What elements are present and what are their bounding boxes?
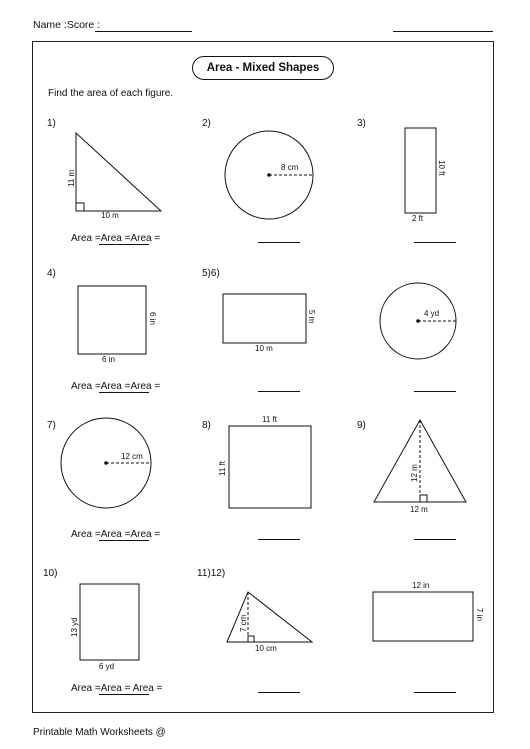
problem-number-3: 3) (357, 118, 366, 129)
problem-number-5-6: 5)6) (202, 268, 220, 279)
label-10-height: 13 yd (70, 617, 79, 637)
center-dot-6 (416, 319, 420, 323)
label-9-height: 12 m (410, 464, 419, 482)
answer-line-4[interactable] (99, 392, 149, 393)
square-figure-8 (229, 426, 311, 508)
rectangle-figure-5 (223, 294, 306, 343)
answer-line-9[interactable] (414, 539, 456, 540)
answer-line-8[interactable] (258, 539, 300, 540)
problem-number-8: 8) (202, 420, 211, 431)
label-7-radius: 12 cm (121, 452, 143, 461)
label-5-height: 5 m (307, 310, 316, 324)
label-1-height: 11 m (67, 169, 76, 187)
rectangle-figure-3 (405, 128, 436, 213)
problem-number-4: 4) (47, 268, 56, 279)
instructions: Find the area of each figure. (48, 88, 174, 99)
answer-line-5[interactable] (258, 391, 300, 392)
answer-line-3[interactable] (414, 242, 456, 243)
label-3-width: 2 ft (412, 214, 424, 223)
answer-line-2[interactable] (258, 242, 300, 243)
footer-text: Printable Math Worksheets @ (33, 727, 166, 738)
center-dot-2 (267, 173, 271, 177)
label-8-top: 11 ft (262, 415, 277, 424)
label-5-width: 10 m (255, 344, 273, 353)
problem-number-10: 10) (43, 568, 58, 579)
area-row-1: Area =Area =Area = (71, 233, 161, 244)
problem-number-9: 9) (357, 420, 366, 431)
label-12-top: 12 in (412, 581, 430, 590)
label-2-radius: 8 cm (281, 163, 299, 172)
label-9-base: 12 m (410, 505, 428, 514)
label-11-height: 7 cm (239, 614, 248, 632)
answer-line-12[interactable] (414, 692, 456, 693)
right-angle-marker-9 (420, 495, 427, 502)
answer-line-11[interactable] (258, 692, 300, 693)
right-angle-marker-1 (76, 203, 84, 211)
problem-number-1: 1) (47, 118, 56, 129)
area-row-4: Area =Area = Area = (71, 683, 163, 694)
label-1-base: 10 m (101, 211, 119, 220)
name-score-label: Name :Score : (33, 19, 101, 31)
answer-line-10[interactable] (99, 694, 149, 695)
area-row-3: Area =Area =Area = (71, 529, 161, 540)
answer-line-1[interactable] (99, 244, 149, 245)
rectangle-figure-10 (80, 584, 139, 660)
problem-number-7: 7) (47, 420, 56, 431)
title-text: Area - Mixed Shapes (206, 62, 320, 74)
label-12-side: 7 in (475, 608, 484, 621)
right-angle-marker-11 (248, 636, 254, 642)
label-4-width: 6 in (102, 355, 115, 364)
label-11-base: 10 cm (255, 644, 277, 653)
label-6-radius: 4 yd (424, 309, 440, 318)
center-dot-7 (104, 461, 108, 465)
square-figure-4 (78, 286, 146, 354)
label-4-height: 6 in (148, 312, 157, 325)
label-10-width: 6 yd (99, 662, 115, 671)
answer-line-6[interactable] (414, 391, 456, 392)
problem-number-11-12: 11)12) (197, 568, 226, 579)
label-3-height: 10 ft (437, 160, 446, 176)
label-8-side: 11 ft (218, 461, 227, 476)
triangle-figure-1 (76, 133, 161, 211)
area-row-2: Area =Area =Area = (71, 381, 161, 392)
rectangle-figure-12 (373, 592, 473, 641)
answer-line-7[interactable] (99, 540, 149, 541)
problem-number-2: 2) (202, 118, 211, 129)
